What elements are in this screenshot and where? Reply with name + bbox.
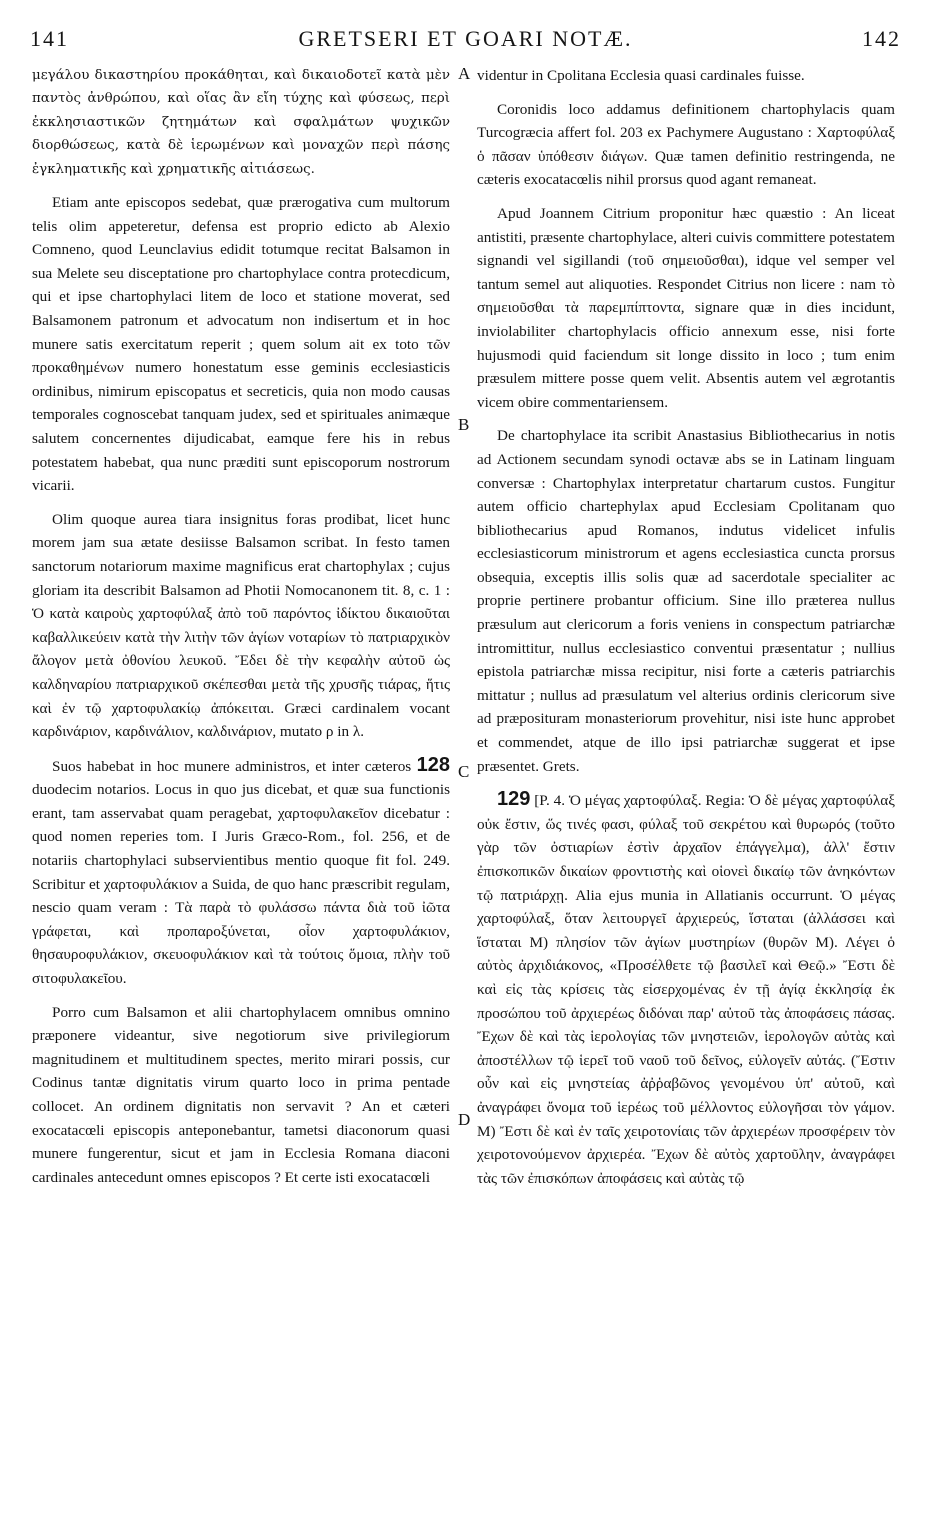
paragraph [32, 754, 450, 991]
paragraph-text: duodecim notarios. Locus in quo jus dicebat, et quæ sua functionis erant, tam asservabat quam peragebat, χαρτοφυλακεῖον dicebatur : quod nomen reperies tom. I Juris Græco-Rom., fol. 256, et de notariis chartophylaci subservientibus mentio quoque fit fol. 249. Scribitur et χαρτοφυλάκιον a Suida, de quo hanc præscribit regulam, nescio quam veram : Τὰ παρὰ τὸ φυλάσσω πάντα διὰ τοῦ ἰῶτα γράφεται, καὶ προπαροξύνεται, οἷον χαρτοφυλάκιον, θησαυροφυλάκιον, σκευοφυλάκιον καὶ τὰ τούτοις ὅμοια, πλὴν τοῦ σιτοφυλακεῖου. [32, 781, 450, 988]
margin-marker-c: C [458, 762, 470, 781]
paragraph: De chartophylace ita scribit Anastasius Bibliothecarius in notis ad Actionem secundam synodi octavæ abs se in Latinam linguam conversæ : Chartophylax interpretatur chartarum custos. Fungitur autem officio chartephylax apud Ecclesiam Cpolitanam quo bibliothecarius apud Romanos, indutus videlicet infulis ecclesiasticorum ministrorum et agens ecclesiastica cuncta prorsus obsequia, exceptis illis solis quæ ad sacerdotale specialiter ac proprie pertinere probantur officium. Sine illo præterea nullus præsulum aut clericorum a foris veniens in conspectum patriarchæ intromittitur, nullus ecclesiastico conventui præsentatur ; nullius epistola patriarchæ missa recipitur, nisi forte a cæteris patriarchis mittatur ; nullus ad præsulatum vel alterius ordinis clericorum sive ad præposituram monasteriorum provehitur, nisi iste hunc approbet et commendet, atque de illo ipsi patriarchæ suggerat et ipse præsentet. Grets. [477, 427, 895, 775]
paragraph-text: [P. 4. Ὁ μέγας χαρτοφύλαξ. Regia: Ὁ δὲ μέγας χαρτοφύλαξ οὐκ ἔστιν, ὥς τινές φασι, φύλαξ τοῦ σεκρέτου καὶ θυρωρός (τοῦτο γὰρ τῶν ὀστιαρίων ἐστὶν ἀρχαῖον ἐπάγγελμα), ἀλλ' ἔστιν ἐπισκοπικῶν δικαίων φροντιστὴς καὶ οἱονεὶ δικαίῳ τῶν ἀνηκόντων τῷ πατριάρχῃ. Alia ejus munia in Allatianis occurrunt. Ὁ μέγας χαρτοφύλαξ, ὅταν λειτουργεῖ ἀρχιερεύς, ἵσταται (ἀλλάσσει καὶ ἵσταται M) πλησίον τῶν ἁγίων μυστηρίων (θυρῶν M). Λέγει ὁ αὐτὸς ἀρχιδιάκονος, «Προσέλθετε τῷ βασιλεῖ καὶ Θεῷ.» Ἔστι δὲ καὶ εἰς τὰς κρίσεις τὰς εἰσερχομένας ἐν τῇ ἁγίᾳ ἐκκλησίᾳ ἐκ προσώπου τοῦ ἀρχιερέως διδόναι παρ' αὐτοῦ τὰς ἀποφάσεις πάσας. Ἔχων δὲ καὶ τὰς ἱερολογίας τῶν μνηστειῶν, ἱερολογῶν αὐτὰς καὶ ἀποστέλλων τῷ ἱερεῖ τοῦ ναοῦ τοῦ δεῖνος, εὐλογεῖν αὐτάς. (Ἔστιν οὖν καὶ εἰς μνηστείας ἀῤῥαβῶνος γενομένου ὑπ' αὐτοῦ, καὶ ἀναγράφει ὄνομα τοῦ ἱερέως τοῦ μέλλοντος εὐλογῆσαι τὸν γάμον. M) Ἔστι δὲ καὶ ἐν ταῖς χειροτονίαις τῶν ἀρχιερέων προσφέρειν τὸν χειροτονούμενον ἀρχιερέα. Ἔχων δὲ αὐτὸς χαρτοῦλην, ἀναγράφει τὰς τῶν ἐπισκόπων ἀποφάσεις καὶ αὐτὰς τῷ [477, 792, 896, 1187]
paragraph: Etiam ante episcopos sedebat, quæ prærogativa cum multorum telis olim appeteretur, defensa est proprio edicto ab Alexio Comneno, quod Leunclavius edidit totumque recitat Balsamon in sua Melete seu disceptatione pro chartophylace contra protecdicum, qui et ipse chartophylaci litem de loco et statione moverat, sed Balsamonem patronum et advocatum non indisertum et in hoc munere satis exercitatum reperit ; quem solum ait ex toto τῶν προκαθημένων numero honestatum esse geminis ecclesiasticis ordinibus, nimirum episcopatus et secreticis, quia non modo causas temporales cognoscebat tanquam judex, sed et spirituales animæque salutem concernentes dijudicabat, eamque fere his in rebus potestatem habebat, qua nunc præditi sunt episcoporum nostrorum vicarii. [32, 194, 450, 495]
paragraph: Coronidis loco addamus definitionem chartophylacis quam Turcogræcia affert fol. 203 ex Pachymere Augustano : Χαρτοφύλαξ ὁ πᾶσαν ὑπόθεσιν διάγων. Quæ tamen definitio restringenda, ne cæteris exocatacœlis nihil prorsus quod agant remaneat. [477, 100, 895, 189]
paragraph-text: Suos habebat in hoc munere administros, et inter cæteros [52, 757, 412, 775]
margin-marker-a: A [458, 64, 471, 83]
running-title: GRETSERI ET GOARI NOTÆ. [298, 26, 633, 51]
right-column [477, 64, 895, 1200]
page-number-right: 142 [862, 26, 901, 51]
paragraph: μεγάλου δικαστηρίου προκάθηται, καὶ δικαιοδοτεῖ κατὰ μὲν παντὸς ἀνθρώπου, καὶ οἵας ἂν εἴη τύχης καὶ φύσεως, περὶ ἐκκλησιαστικῶν ζητημάτων καὶ σφαλμάτων ψυχικῶν διορθώσεως, κατὰ δὲ ἱερωμένων καὶ μοναχῶν περὶ πάσης ἐγκληματικῆς καὶ χρηματικῆς αἰτιάσεως. [32, 68, 450, 177]
margin-marker-b: B [458, 415, 470, 434]
margin-marker-d: D [458, 1110, 471, 1129]
paragraph: Porro cum Balsamon et alii chartophylacem omnibus omnino præponere videantur, sive negotiorum sive privilegiorum magnitudinem et multitudinem spectes, merito mirari possis, cur Codinus tantæ dignitatis virum quarto loco in prima pentade collocet. An ordinem dignitatis non servavit ? An et cæteri exocatacœli episcopis anteponebantur, tametsi diaconorum quasi munere fungerentur, sicut et jam in Ecclesia Romana diaconi cardinales antecedunt omnes episcopos ? Et certe isti exocatacœli [32, 1003, 450, 1186]
paragraph: Olim quoque aurea tiara insignitus foras prodibat, licet hunc morem jam sua ætate desiisse Balsamon scribat. In festo tamen sanctorum notariorum maxime magnificus erat chartophylax ; cujus gloriam ita describit Balsamon ad Photii Nomocanonem tit. 8, c. 1 : Ὁ κατὰ καιροὺς χαρτοφύλαξ ἀπὸ τοῦ παρόντος ἰδίκτου δικαιοῦται καβαλλικεύειν κατὰ τὴν λιτὴν τῶν ἁγίων νοταρίων τὸ πατριαρχικὸν ἄλογον μετὰ ὀθονίου λευκοῦ. Ἔδει δὲ τὴν κεφαλὴν αὐτοῦ ὡς καλδηναρίου πατριαρχικοῦ σκέπεσθαι μετὰ τῆς χρυσῆς τιάρας, ἥτις καὶ ἐν τῷ χαρτοφυλακίῳ ἀπόκειται. Græci cardinalem vocant καρδινάριον, καρδινάλιον, καλδινάριον, mutato ρ in λ. [32, 510, 450, 741]
note-number: 129 [497, 788, 531, 811]
paragraph: videntur in Cpolitana Ecclesia quasi cardinales fuisse. [477, 67, 805, 84]
page-number-left: 141 [30, 26, 69, 51]
left-column [32, 64, 450, 1199]
paragraph [477, 788, 895, 1190]
running-head [30, 26, 901, 60]
paragraph: Apud Joannem Citrium proponitur hæc quæstio : An liceat antistiti, præsente chartophylace, alteri cuivis committere potestatem signandi vel sigillandi (τοῦ σημειοῦσθαι), idque vel semper vel tantum semel aut aliquoties. Respondet Citrius non licere : nam τὸ σημειοῦσθαι τὰ παρεμπίπτοντα, signare quæ in dies incidunt, inviolabiliter chartophylacis officio annexum esse, nisi forte hujusmodi quid faciendum sit longe dissito in loco ; tum enim præsulem mittere posse quem velit. Absentis autem vel ægrotantis vicem obire commentariensem. [477, 204, 895, 411]
note-number: 128 [416, 753, 451, 776]
